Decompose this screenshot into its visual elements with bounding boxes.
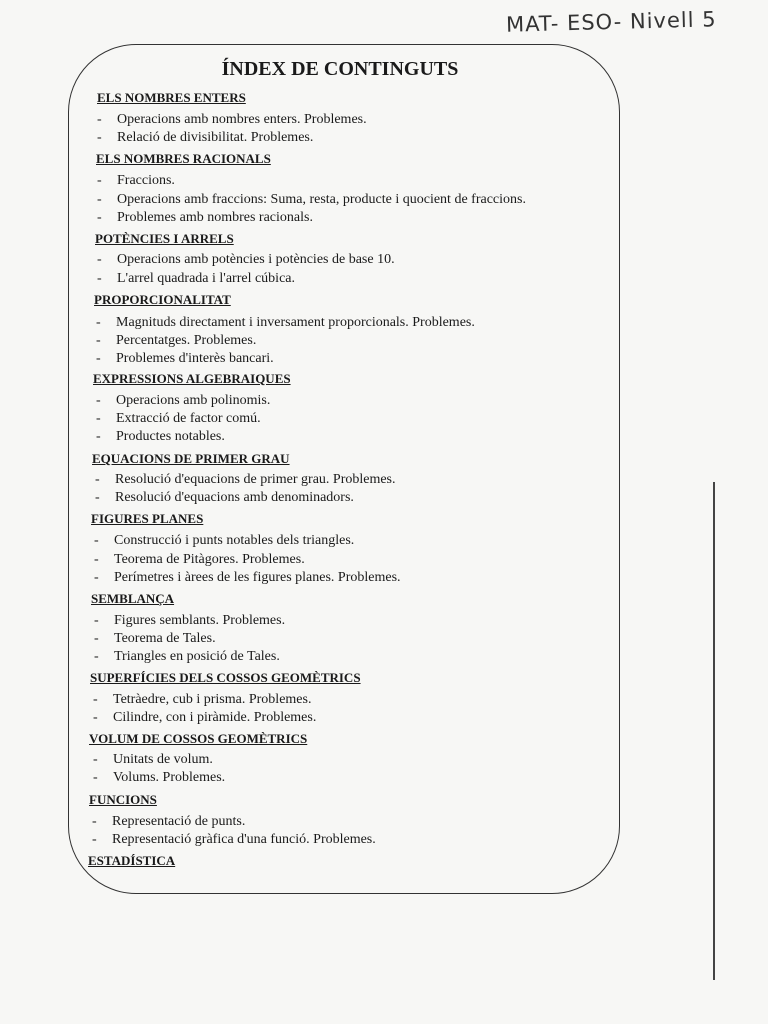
list-item-text: Teorema de Tales. <box>114 631 216 646</box>
section-heading: EQUACIONS DE PRIMER GRAU <box>92 451 290 466</box>
list-item-text: Resolució d'equacions de primer grau. Problemes. <box>115 472 396 487</box>
list-item-text: Representació de punts. <box>112 814 246 829</box>
section-heading: POTÈNCIES I ARRELS <box>95 231 234 246</box>
list-item-text: Operacions amb polinomis. <box>116 393 271 408</box>
bullet-dash: - <box>97 173 102 188</box>
bullet-dash: - <box>96 411 101 426</box>
list-item-text: Volums. Problemes. <box>113 770 226 785</box>
list-item-text: Problemes d'interès bancari. <box>116 351 274 366</box>
bullet-dash: - <box>94 552 99 567</box>
bullet-dash: - <box>97 192 102 207</box>
bullet-dash: - <box>92 814 97 829</box>
bullet-dash: - <box>94 533 99 548</box>
bullet-dash: - <box>93 770 98 785</box>
list-item-text: Magnituds directament i inversament proporcionals. Problemes. <box>116 315 475 330</box>
list-item-text: Teorema de Pitàgores. Problemes. <box>114 552 305 567</box>
list-item-text: Percentatges. Problemes. <box>116 333 257 348</box>
section-heading: ESTADÍSTICA <box>88 853 176 868</box>
list-item-text: Problemes amb nombres racionals. <box>117 210 313 225</box>
bullet-dash: - <box>96 351 101 366</box>
page-title: ÍNDEX DE CONTINGUTS <box>221 58 459 80</box>
bullet-dash: - <box>96 393 101 408</box>
bullet-dash: - <box>97 130 102 145</box>
list-item-text: Perímetres i àrees de les figures planes. Problemes. <box>114 570 401 585</box>
section-heading: FIGURES PLANES <box>91 511 204 526</box>
list-item-text: Cilindre, con i piràmide. Problemes. <box>113 710 317 725</box>
bullet-dash: - <box>94 613 99 628</box>
list-item-text: Operacions amb nombres enters. Problemes. <box>117 112 367 127</box>
section-heading: EXPRESSIONS ALGEBRAIQUES <box>93 371 291 386</box>
bullet-dash: - <box>97 112 102 127</box>
list-item-text: Resolució d'equacions amb denominadors. <box>115 490 354 505</box>
list-item-text: Operacions amb fraccions: Suma, resta, producte i quocient de fraccions. <box>117 192 526 207</box>
list-item-text: Triangles en posició de Tales. <box>114 649 280 664</box>
bullet-dash: - <box>93 692 98 707</box>
section-heading: SEMBLANÇA <box>91 591 175 606</box>
bullet-dash: - <box>96 315 101 330</box>
list-item-text: Construcció i punts notables dels triangles. <box>114 533 355 548</box>
bullet-dash: - <box>97 271 102 286</box>
section-heading: FUNCIONS <box>89 792 157 807</box>
section-heading: PROPORCIONALITAT <box>94 292 231 307</box>
bullet-dash: - <box>94 570 99 585</box>
bullet-dash: - <box>95 490 100 505</box>
bullet-dash: - <box>92 832 97 847</box>
section-heading: ELS NOMBRES ENTERS <box>97 90 246 105</box>
bullet-dash: - <box>94 631 99 646</box>
list-item-text: Operacions amb potències i potències de base 10. <box>117 252 395 267</box>
bullet-dash: - <box>93 710 98 725</box>
scan-margin-line <box>713 482 715 980</box>
list-item-text: L'arrel quadrada i l'arrel cúbica. <box>117 271 295 286</box>
list-item-text: Figures semblants. Problemes. <box>114 613 286 628</box>
list-item-text: Tetràedre, cub i prisma. Problemes. <box>113 692 312 707</box>
bullet-dash: - <box>96 333 101 348</box>
bullet-dash: - <box>97 210 102 225</box>
list-item-text: Productes notables. <box>116 429 225 444</box>
list-item-text: Relació de divisibilitat. Problemes. <box>117 130 314 145</box>
bullet-dash: - <box>94 649 99 664</box>
bullet-dash: - <box>97 252 102 267</box>
list-item-text: Unitats de volum. <box>113 752 213 767</box>
list-item-text: Representació gràfica d'una funció. Problemes. <box>112 832 376 847</box>
handwritten-course-label: MAT- ESO- Nivell 5 <box>505 7 717 37</box>
bullet-dash: - <box>95 472 100 487</box>
section-heading: SUPERFÍCIES DELS COSSOS GEOMÈTRICS <box>90 670 361 685</box>
section-heading: ELS NOMBRES RACIONALS <box>96 151 271 166</box>
bullet-dash: - <box>96 429 101 444</box>
list-item-text: Extracció de factor comú. <box>116 411 261 426</box>
list-item-text: Fraccions. <box>117 173 175 188</box>
section-heading: VOLUM DE COSSOS GEOMÈTRICS <box>89 731 308 746</box>
bullet-dash: - <box>93 752 98 767</box>
